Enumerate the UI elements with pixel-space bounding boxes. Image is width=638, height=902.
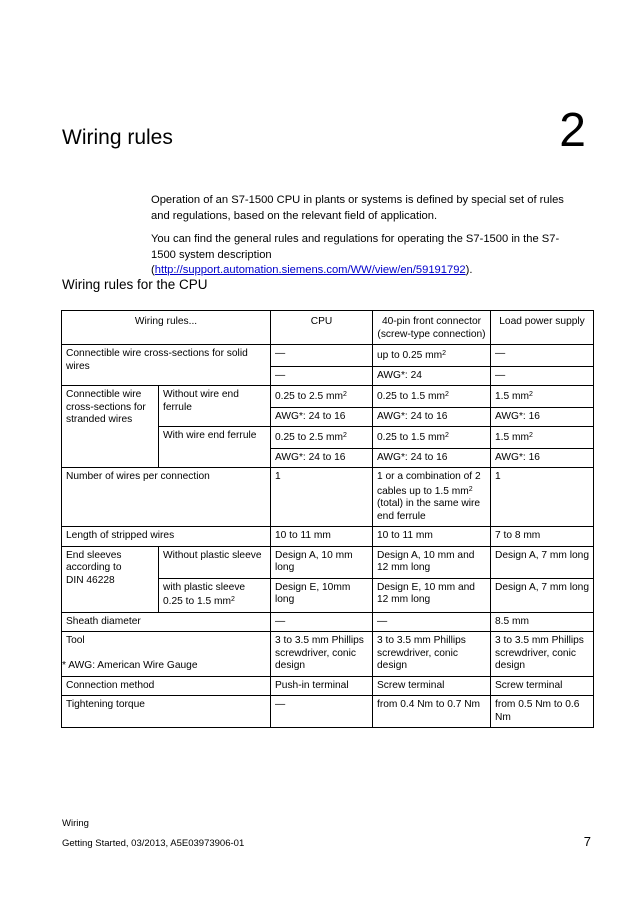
superscript: 2 xyxy=(230,596,235,603)
superscript: 2 xyxy=(528,432,533,439)
cell-text: 0.25 to 2.5 mm xyxy=(275,391,343,402)
table-cell: 1 xyxy=(271,468,373,527)
row-sublabel-without-ferrule: Without wire end ferrule xyxy=(159,386,271,427)
superscript: 2 xyxy=(342,432,347,439)
intro-paragraph-1: Operation of an S7-1500 CPU in plants or systems is defined by special set of rules and regulations, based on the relevant field of application. xyxy=(151,194,564,222)
table-cell xyxy=(373,427,491,449)
table-cell: 3 to 3.5 mm Phillips screwdriver, conic design xyxy=(271,632,373,677)
table-cell: — xyxy=(271,345,373,367)
table-row xyxy=(62,345,594,367)
table-cell: 3 to 3.5 mm Phillips screwdriver, conic design xyxy=(373,632,491,677)
table-cell: — xyxy=(271,366,373,386)
table-cell: AWG*: 24 to 16 xyxy=(271,407,373,427)
cell-text: 1.5 mm xyxy=(495,432,529,443)
table-row xyxy=(62,546,594,578)
header-front-connector xyxy=(373,311,491,345)
table-cell: 7 to 8 mm xyxy=(491,527,594,547)
cell-text: 1.5 mm xyxy=(495,391,529,402)
table-cell: 10 to 11 mm xyxy=(271,527,373,547)
table-cell xyxy=(373,345,491,367)
table-cell: from 0.5 Nm to 0.6 Nm xyxy=(491,696,594,728)
table-cell xyxy=(271,386,373,408)
row-sublabel-with-plastic-sleeve xyxy=(159,578,271,612)
superscript: 2 xyxy=(444,432,449,439)
section-title: Wiring rules for the CPU xyxy=(62,277,208,292)
footnote: * AWG: American Wire Gauge xyxy=(62,660,198,671)
table-cell: Push-in terminal xyxy=(271,676,373,696)
table-cell: 10 to 11 mm xyxy=(373,527,491,547)
table-row xyxy=(62,696,594,728)
cell-text: (total) in the same wire end ferrule xyxy=(377,498,481,522)
table-row xyxy=(62,386,594,408)
table-cell xyxy=(373,386,491,408)
table-cell: Design E, 10mm long xyxy=(271,578,373,612)
row-sublabel-with-ferrule: With wire end ferrule xyxy=(159,427,271,468)
row-label-tightening-torque: Tightening torque xyxy=(62,696,271,728)
table-cell: AWG*: 16 xyxy=(491,407,594,427)
table-cell: Design E, 10 mm and 12 mm long xyxy=(373,578,491,612)
intro-text xyxy=(151,193,581,287)
table-cell: AWG*: 24 to 16 xyxy=(373,448,491,468)
cell-text: up to 0.25 mm xyxy=(377,350,443,361)
table-cell: Design A, 7 mm long xyxy=(491,578,594,612)
table-cell: 1 xyxy=(491,468,594,527)
row-label-solid-wires: Connectible wire cross-sections for solid wires xyxy=(62,345,271,386)
table-cell: AWG*: 24 xyxy=(373,366,491,386)
header-wiring-rules: Wiring rules... xyxy=(62,311,271,345)
row-label-sheath-diameter: Sheath diameter xyxy=(62,612,271,632)
intro-p2-end: ). xyxy=(465,264,473,276)
table-cell: Screw terminal xyxy=(373,676,491,696)
table-cell xyxy=(491,427,594,449)
row-label-stranded-wires: Connectible wire cross-sections for stranded wires xyxy=(62,386,159,468)
table-row xyxy=(62,612,594,632)
end-sleeves-line3: DIN 46228 xyxy=(66,574,115,586)
table-cell: AWG*: 24 to 16 xyxy=(271,448,373,468)
intro-p2-text: You can find the general rules and regulations for operating the S7-1500 in the S7-1500 system description ( xyxy=(151,233,560,276)
table-cell: Design A, 10 mm and 12 mm long xyxy=(373,546,491,578)
table-cell: AWG*: 16 xyxy=(491,448,594,468)
table-cell: — xyxy=(271,612,373,632)
cell-text: 0.25 to 2.5 mm xyxy=(275,432,343,443)
table-cell xyxy=(271,427,373,449)
header-front-connector-line2: (screw-type connection) xyxy=(377,328,486,340)
table-cell: — xyxy=(491,366,594,386)
superscript: 2 xyxy=(444,391,449,398)
table-cell: Screw terminal xyxy=(491,676,594,696)
chapter-number: 2 xyxy=(559,104,586,157)
row-sublabel-without-plastic-sleeve: Without plastic sleeve xyxy=(159,546,271,578)
superscript: 2 xyxy=(468,485,473,493)
superscript: 2 xyxy=(528,391,533,398)
cell-text: 1 or a combination of 2 cables up to 1.5 mm xyxy=(377,471,481,497)
header-cpu: CPU xyxy=(271,311,373,345)
table-cell xyxy=(373,468,491,527)
table-header-row xyxy=(62,311,594,345)
table-cell: 3 to 3.5 mm Phillips screwdriver, conic design xyxy=(491,632,594,677)
cell-text: with plastic sleeve 0.25 to 1.5 mm xyxy=(163,581,246,607)
cell-text: 0.25 to 1.5 mm xyxy=(377,432,445,443)
table-cell: — xyxy=(271,696,373,728)
header-load-power-supply: Load power supply xyxy=(491,311,594,345)
header-front-connector-line1: 40-pin front connector xyxy=(381,316,482,327)
row-label-tool: Tool xyxy=(62,632,271,677)
table-cell: 8.5 mm xyxy=(491,612,594,632)
row-label-wires-per-connection: Number of wires per connection xyxy=(62,468,271,527)
row-label-connection-method: Connection method xyxy=(62,676,271,696)
table-cell: Design A, 7 mm long xyxy=(491,546,594,578)
row-label-stripped-length: Length of stripped wires xyxy=(62,527,271,547)
footer-section: Wiring xyxy=(62,818,89,829)
table-cell: — xyxy=(373,612,491,632)
superscript: 2 xyxy=(342,391,347,398)
page-number: 7 xyxy=(583,834,591,849)
table-cell: from 0.4 Nm to 0.7 Nm xyxy=(373,696,491,728)
intro-paragraph-2 xyxy=(151,232,581,279)
system-description-link[interactable]: http://support.automation.siemens.com/WW/view/en/59191792 xyxy=(154,264,466,276)
table-cell: AWG*: 24 to 16 xyxy=(373,407,491,427)
row-label-end-sleeves xyxy=(62,546,159,612)
end-sleeves-line2: according to xyxy=(66,562,122,573)
table-row xyxy=(62,676,594,696)
table-cell: — xyxy=(491,345,594,367)
table-row xyxy=(62,527,594,547)
end-sleeves-line1: End sleeves xyxy=(66,549,122,561)
footer-document-info: Getting Started, 03/2013, A5E03973906-01 xyxy=(62,838,245,849)
superscript: 2 xyxy=(442,350,447,357)
cell-text: 0.25 to 1.5 mm xyxy=(377,391,445,402)
table-cell xyxy=(491,386,594,408)
table-cell: Design A, 10 mm long xyxy=(271,546,373,578)
table-row xyxy=(62,468,594,527)
chapter-title: Wiring rules xyxy=(62,126,173,149)
